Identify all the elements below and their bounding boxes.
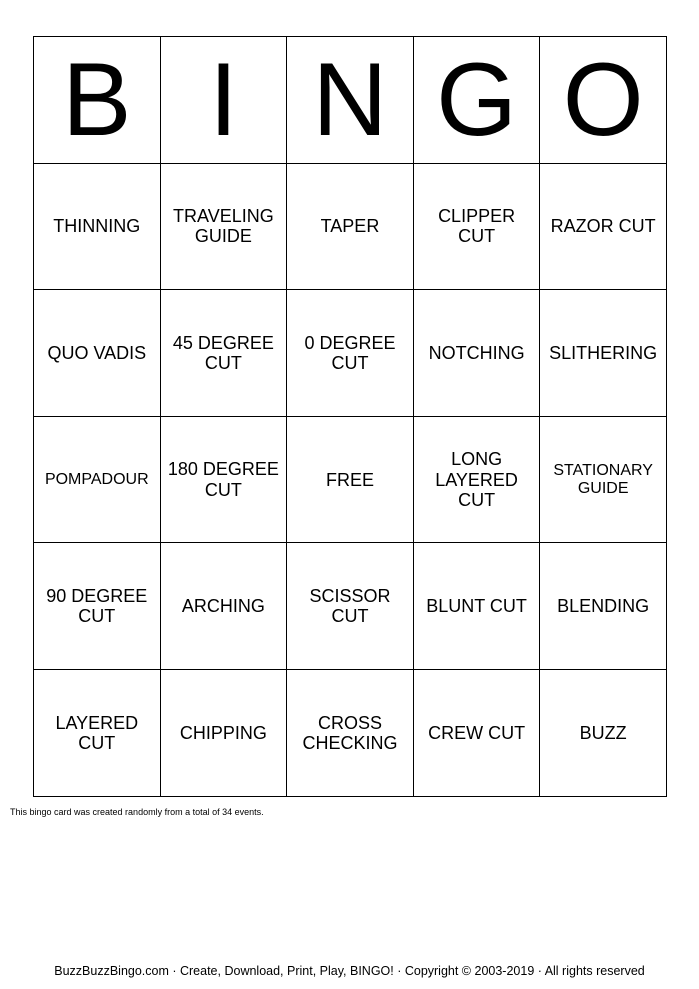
bingo-cell [34,163,161,290]
bingo-cell-text: 0 DEGREE CUT [304,332,396,373]
bingo-cell [287,543,414,670]
bingo-cell [34,290,161,417]
bingo-cell [413,669,540,796]
bingo-cell-text: CROSS CHECKING [302,712,398,753]
bingo-cell-text: LONG LAYERED CUT [435,449,518,510]
page-footer: BuzzBuzzBingo.com · Create, Download, Print, Play, BINGO! · Copyright © 2003-2019 · All rights reserved [54,964,645,978]
bingo-cell-text: STATIONARY GUIDE [553,461,653,497]
bingo-cell [413,163,540,290]
bingo-cell-text: TRAVELING GUIDE [173,206,274,247]
bingo-cell-text: BUZZ [579,722,627,743]
bingo-row [34,290,667,417]
bingo-cell [413,416,540,543]
header-letter-g: G [413,37,540,164]
bingo-header-row [34,37,667,164]
bingo-row [34,669,667,796]
bingo-cell-text: CLIPPER CUT [438,206,516,247]
bingo-row [34,416,667,543]
bingo-cell [34,669,161,796]
bingo-cell [160,669,287,796]
bingo-cell [34,416,161,543]
bingo-card [33,36,667,797]
bingo-cell-text: THINNING [53,216,141,237]
bingo-cell-text: SLITHERING [549,342,658,363]
header-letter-b: B [34,37,161,164]
bingo-cell [540,669,667,796]
bingo-cell [160,543,287,670]
bingo-cell-text: RAZOR CUT [550,216,656,237]
bingo-cell [160,163,287,290]
bingo-cell [413,290,540,417]
bingo-cell [287,669,414,796]
bingo-cell-text: 180 DEGREE CUT [167,459,279,500]
bingo-cell-text: CREW CUT [428,722,526,743]
bingo-row [34,163,667,290]
bingo-cell [540,290,667,417]
bingo-cell-text: NOTCHING [428,342,525,363]
bingo-cell [287,290,414,417]
bingo-cell [413,543,540,670]
card-note: This bingo card was created randomly from a total of 34 events. [10,807,264,817]
bingo-cell [540,416,667,543]
bingo-cell-text: POMPADOUR [44,470,149,488]
bingo-cell-text: TAPER [320,216,380,237]
bingo-cell-text: SCISSOR CUT [309,586,391,627]
bingo-cell [34,543,161,670]
bingo-cell-text: 45 DEGREE CUT [172,332,274,373]
bingo-cell [540,543,667,670]
bingo-cell [287,163,414,290]
bingo-cell-text: ARCHING [181,596,265,617]
bingo-row [34,543,667,670]
bingo-cell-text: 90 DEGREE CUT [46,586,148,627]
bingo-cell-text: CHIPPING [179,722,267,743]
bingo-cell [160,290,287,417]
header-letter-o: O [540,37,667,164]
bingo-cell [160,416,287,543]
bingo-cell [540,163,667,290]
bingo-cell-text: BLUNT CUT [426,596,527,617]
bingo-cell-text: BLENDING [557,596,650,617]
bingo-cell-free [287,416,414,543]
bingo-cell-text: FREE [325,469,374,490]
bingo-cell-text: LAYERED CUT [55,712,139,753]
header-letter-n: N [287,37,414,164]
header-letter-i: I [160,37,287,164]
bingo-cell-text: QUO VADIS [47,342,147,363]
